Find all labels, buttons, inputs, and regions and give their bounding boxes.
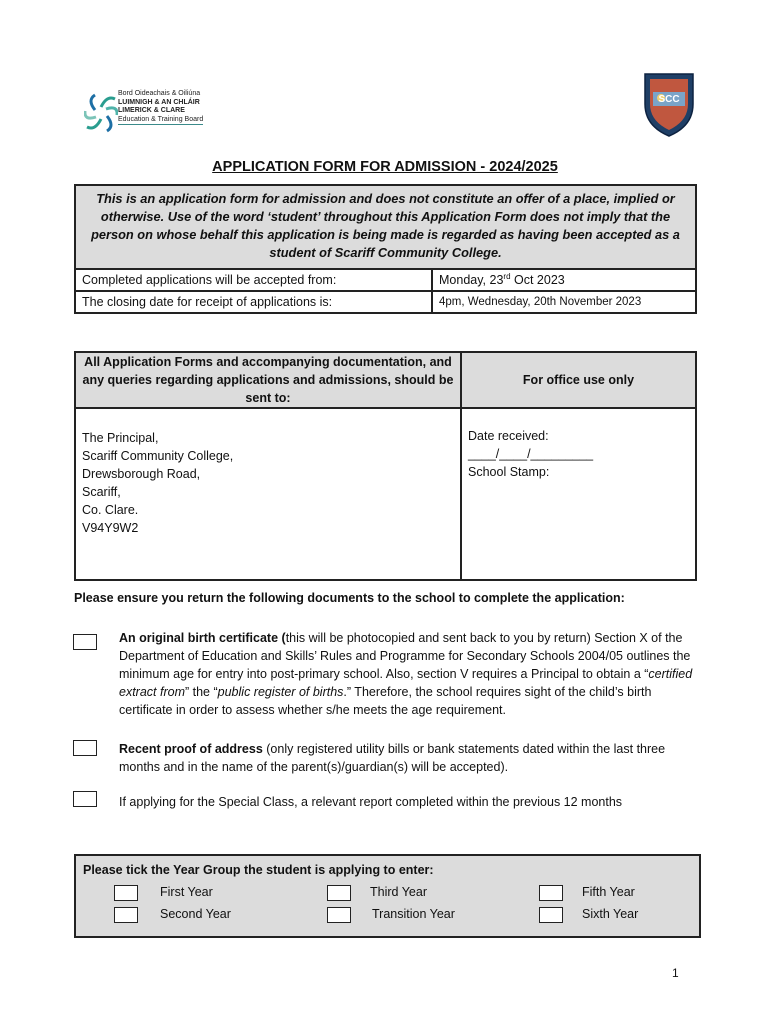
address-line: Scariff Community College, [82,449,234,463]
third-year-label: Third Year [370,885,427,899]
address-line: The Principal, [82,431,159,445]
page-number: 1 [672,966,679,980]
second-year-label: Second Year [160,907,231,921]
crest-text: SCC [658,94,680,105]
address-proof-checkbox[interactable] [73,740,97,756]
birth-cert-text: An original birth certificate (this will be photocopied and sent back to you by return) Section X of the Department of Education and Skills’ Rules and Programme for Secondary Schools 2004/05 outlines the minimum age for entry into post-primary school. Also, section V requires a Principal to obtain a “certified extract from” the “public register of births.” Therefore, the school requires sight of the child’s birth certificate in order to assess whether s/he meets the age requirement. [119,631,693,717]
address-line: V94Y9W2 [82,521,139,535]
address-line: Co. Clare. [82,503,139,517]
year-group-question: Please tick the Year Group the student is applying to enter: [83,863,434,877]
first-year-label: First Year [160,885,213,899]
intro-text: This is an application form for admission and does not constitute an offer of a place, implied or otherwise. Use of the word ‘student’ throughout this Application Form does not imply that the person on whose behalf this application is being made is regarded as having been accepted as a student of Scariff Community College. [75,185,696,269]
school-crest-icon [641,68,697,138]
date-received-label: Date received: [468,429,549,443]
etb-line1: Bord Oideachais & Oiliúna [118,90,201,97]
first-year-checkbox[interactable] [114,885,138,901]
contact-table [74,351,697,581]
accepted-label: Completed applications will be accepted from: [75,269,432,291]
contact-header: All Application Forms and accompanying documentation, and any queries regarding applications and admissions, should be sent to: [75,352,461,408]
etb-logo [84,88,234,138]
office-use-block [461,408,696,580]
address-line: Scariff, [82,485,121,499]
third-year-checkbox[interactable] [327,885,351,901]
form-title: APPLICATION FORM FOR ADMISSION - 2024/2025 [212,159,558,175]
special-class-checkbox[interactable] [73,791,97,807]
school-crest [641,68,697,138]
fifth-year-checkbox[interactable] [539,885,563,901]
etb-line2: LUIMNIGH & AN CHLÁIR [118,98,200,106]
address-block [75,408,461,580]
school-stamp-label: School Stamp: [468,465,550,479]
transition-year-checkbox[interactable] [327,907,351,923]
documents-heading: Please ensure you return the following documents to the school to complete the application: [74,591,625,605]
second-year-checkbox[interactable] [114,907,138,923]
closing-value: 4pm, Wednesday, 20th November 2023 [432,291,696,313]
office-header: For office use only [461,352,696,408]
date-received-field[interactable]: ____/____/_________ [468,447,594,461]
intro-table [74,184,697,314]
birth-cert-checkbox[interactable] [73,634,97,650]
address-proof-text: Recent proof of address (only registered utility bills or bank statements dated within the last three months and in the name of the parent(s)/guardian(s) will be accepted). [119,742,666,774]
transition-year-label: Transition Year [372,907,455,921]
address-line: Drewsborough Road, [82,467,201,481]
etb-line3: LIMERICK & CLARE [118,107,185,115]
sixth-year-checkbox[interactable] [539,907,563,923]
special-class-text: If applying for the Special Class, a relevant report completed within the previous 12 months [119,795,623,809]
year-group-box [74,854,701,938]
fifth-year-label: Fifth Year [582,885,635,899]
accepted-value: Monday, 23rd Oct 2023 [432,269,696,291]
closing-label: The closing date for receipt of applications is: [75,291,432,313]
etb-line4: Education & Training Board [118,116,203,126]
etb-swirl-icon [84,88,118,138]
sixth-year-label: Sixth Year [582,907,639,921]
